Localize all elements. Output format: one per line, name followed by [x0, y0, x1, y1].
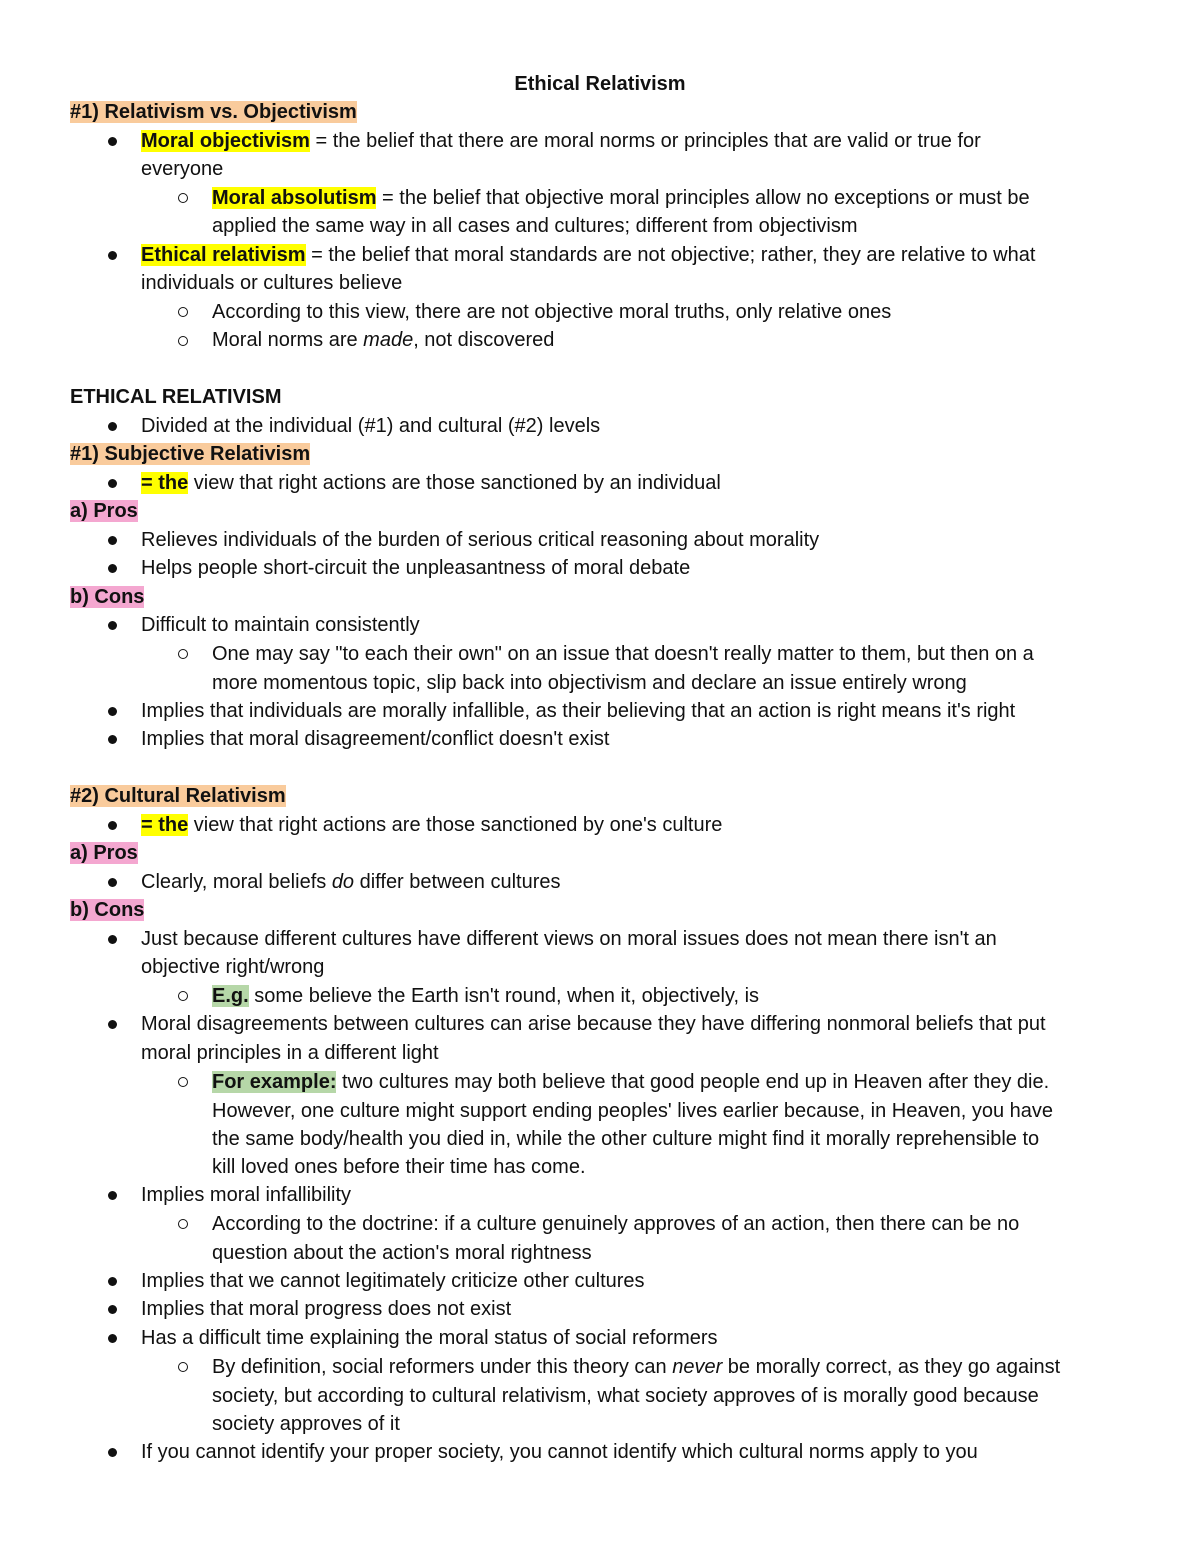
sub-bullet-icon: [178, 1362, 188, 1372]
cons-label: b) Cons: [70, 899, 145, 921]
pro-item: Relieves individuals of the burden of serious critical reasoning about morality: [141, 529, 820, 551]
term-moral-absolutism: Moral absolutism: [212, 187, 377, 209]
ethical-relativism-cont: individuals or cultures believe: [141, 272, 403, 294]
cultural-definition: = the view that right actions are those sanctioned by one's culture: [141, 814, 723, 836]
con-sub-item-cont: question about the action's moral rightness: [212, 1242, 592, 1264]
pro-item: Clearly, moral beliefs do differ between cultures: [141, 871, 561, 893]
bullet-icon: [108, 1334, 117, 1343]
bullet-icon: [108, 621, 117, 630]
pro-item: Helps people short-circuit the unpleasantness of moral debate: [141, 557, 691, 579]
con-item: Moral disagreements between cultures can arise because they have differing nonmoral beliefs that put: [141, 1013, 1046, 1035]
bullet-icon: [108, 422, 117, 431]
bullet-icon: [108, 1448, 117, 1457]
bullet-icon: [108, 479, 117, 488]
example-item-cont: However, one culture might support ending peoples' lives earlier because, in Heaven, you have: [212, 1100, 1053, 1122]
relativism-sub-2: Moral norms are made, not discovered: [212, 329, 555, 351]
bullet-icon: [108, 1191, 117, 1200]
sub-bullet-icon: [178, 307, 188, 317]
subjective-definition: = the view that right actions are those sanctioned by an individual: [141, 472, 721, 494]
divided-item: Divided at the individual (#1) and cultural (#2) levels: [141, 415, 601, 437]
bullet-icon: [108, 707, 117, 716]
sub-bullet-icon: [178, 991, 188, 1001]
ethical-relativism-item: Ethical relativism = the belief that moral standards are not objective; rather, they are relative to what: [141, 244, 1036, 266]
example-item: For example: two cultures may both believe that good people end up in Heaven after they die.: [212, 1071, 1050, 1093]
con-item: Implies that we cannot legitimately criticize other cultures: [141, 1270, 645, 1292]
sub-bullet-icon: [178, 1077, 188, 1087]
pros-label: a) Pros: [70, 500, 138, 522]
heading-ethical-relativism: ETHICAL RELATIVISM: [70, 386, 282, 408]
con-item: Implies that moral disagreement/conflict doesn't exist: [141, 728, 610, 750]
con-item: Implies that individuals are morally infallible, as their believing that an action is right means it's right: [141, 700, 1016, 722]
con-item: Implies moral infallibility: [141, 1184, 352, 1206]
con-item-cont: moral principles in a different light: [141, 1042, 439, 1064]
example-item-cont: kill loved ones before their time has come.: [212, 1156, 586, 1178]
con-sub-item: By definition, social reformers under this theory can never be morally correct, as they go against: [212, 1356, 1061, 1378]
cons-label: b) Cons: [70, 586, 145, 608]
moral-objectivism-cont: everyone: [141, 158, 224, 180]
bullet-icon: [108, 1277, 117, 1286]
sub-bullet-icon: [178, 193, 188, 203]
con-item: Just because different cultures have different views on moral issues does not mean there isn't an: [141, 928, 997, 950]
con-item: Implies that moral progress does not exist: [141, 1298, 512, 1320]
term-moral-objectivism: Moral objectivism: [141, 130, 310, 152]
con-item-cont: objective right/wrong: [141, 956, 325, 978]
bullet-icon: [108, 536, 117, 545]
example-item: E.g. some believe the Earth isn't round, when it, objectively, is: [212, 985, 760, 1007]
term-ethical-relativism: Ethical relativism: [141, 244, 306, 266]
moral-objectivism-item: Moral objectivism = the belief that there are moral norms or principles that are valid or true for: [141, 130, 981, 152]
con-sub-item-cont: society, but according to cultural relativism, what society approves of is morally good because: [212, 1385, 1039, 1407]
heading-subjective-relativism: #1) Subjective Relativism: [70, 443, 311, 465]
relativism-sub-1: According to this view, there are not objective moral truths, only relative ones: [212, 301, 892, 323]
sub-bullet-icon: [178, 649, 188, 659]
con-item: If you cannot identify your proper society, you cannot identify which cultural norms apply to you: [141, 1441, 978, 1463]
con-item: Difficult to maintain consistently: [141, 614, 420, 636]
example-item-cont: the same body/health you died in, while the other culture might find it morally reprehensible to: [212, 1128, 1040, 1150]
bullet-icon: [108, 878, 117, 887]
con-sub-item-cont: society approves of it: [212, 1413, 400, 1435]
con-item: Has a difficult time explaining the moral status of social reformers: [141, 1327, 718, 1349]
bullet-icon: [108, 735, 117, 744]
bullet-icon: [108, 251, 117, 260]
heading-cultural-relativism: #2) Cultural Relativism: [70, 785, 286, 807]
sub-bullet-icon: [178, 336, 188, 346]
heading-relativism-vs-objectivism: #1) Relativism vs. Objectivism: [70, 101, 357, 123]
con-sub-item: One may say "to each their own" on an issue that doesn't really matter to them, but then on a: [212, 643, 1034, 665]
bullet-icon: [108, 564, 117, 573]
bullet-icon: [108, 137, 117, 146]
document-title: Ethical Relativism: [514, 73, 686, 95]
bullet-icon: [108, 935, 117, 944]
pros-label: a) Pros: [70, 842, 138, 864]
bullet-icon: [108, 1020, 117, 1029]
moral-absolutism-item: Moral absolutism = the belief that objective moral principles allow no exceptions or must be: [212, 187, 1030, 209]
con-sub-item-cont: more momentous topic, slip back into objectivism and declare an issue entirely wrong: [212, 672, 967, 694]
bullet-icon: [108, 821, 117, 830]
con-sub-item: According to the doctrine: if a culture genuinely approves of an action, then there can be no: [212, 1213, 1020, 1235]
bullet-icon: [108, 1305, 117, 1314]
moral-absolutism-cont: applied the same way in all cases and cultures; different from objectivism: [212, 215, 858, 237]
sub-bullet-icon: [178, 1219, 188, 1229]
